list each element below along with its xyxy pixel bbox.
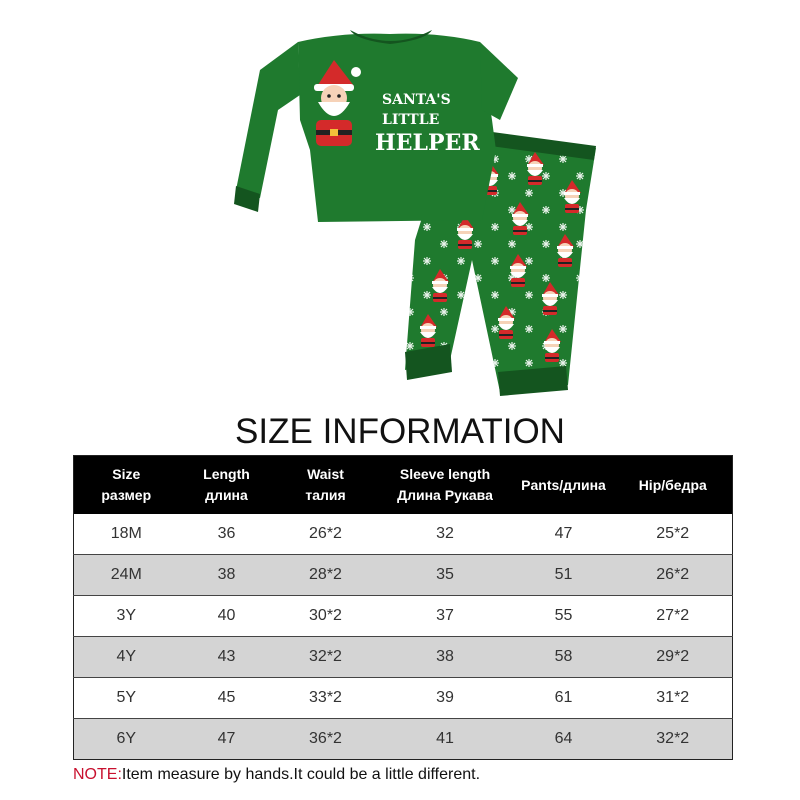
cell-hip: 29*2 — [614, 637, 733, 678]
cell-hip: 27*2 — [614, 596, 733, 637]
cell-waist: 28*2 — [275, 555, 377, 596]
size-table — [73, 455, 733, 760]
cell-pants: 58 — [514, 637, 614, 678]
table-row — [74, 596, 733, 637]
table-row — [74, 678, 733, 719]
cell-sleeve: 41 — [377, 719, 514, 760]
table-row — [74, 637, 733, 678]
cell-size: 4Y — [74, 637, 179, 678]
measurement-note — [73, 766, 480, 784]
svg-text:HELPER: HELPER — [375, 130, 480, 156]
cell-length: 47 — [179, 719, 275, 760]
cell-length: 38 — [179, 555, 275, 596]
cell-hip: 26*2 — [614, 555, 733, 596]
cell-pants: 61 — [514, 678, 614, 719]
cell-pants: 47 — [554, 525, 573, 542]
cell-length: 36 — [217, 525, 236, 542]
pajama-shirt — [234, 30, 518, 222]
cell-waist: 36*2 — [275, 719, 377, 760]
cell-waist: 32*2 — [275, 637, 377, 678]
cell-sleeve: 38 — [377, 637, 514, 678]
note-label: NOTE: — [73, 766, 122, 783]
cell-sleeve: 35 — [377, 555, 514, 596]
cell-pants: 55 — [514, 596, 614, 637]
table-row — [74, 514, 733, 555]
cell-pants: 51 — [514, 555, 614, 596]
cell-size: 5Y — [74, 678, 179, 719]
cell-size: 3Y — [74, 596, 179, 637]
cell-size: 6Y — [74, 719, 179, 760]
cell-length: 45 — [179, 678, 275, 719]
cell-size: 18M — [110, 525, 142, 542]
cell-size: 24M — [74, 555, 179, 596]
note-text: Item measure by hands.It could be a little different. — [121, 766, 481, 783]
header-pants: Pants/длина — [514, 456, 614, 515]
table-row — [74, 719, 733, 760]
header-waist: Waist талия — [275, 456, 377, 515]
cell-sleeve: 37 — [377, 596, 514, 637]
cell-hip: 32*2 — [614, 719, 733, 760]
cell-length: 40 — [179, 596, 275, 637]
header-sleeve-length: Sleeve length Длина Рукава — [377, 456, 514, 515]
cell-sleeve: 32 — [436, 525, 454, 542]
svg-text:SANTA'S: SANTA'S — [382, 92, 451, 108]
cell-hip: 31*2 — [614, 678, 733, 719]
svg-text:LITTLE: LITTLE — [382, 112, 440, 128]
size-table-header-row — [74, 456, 733, 515]
header-size: Size размер — [74, 456, 179, 515]
cell-pants: 64 — [514, 719, 614, 760]
cell-waist: 33*2 — [275, 678, 377, 719]
table-row — [74, 555, 733, 596]
cell-waist: 26*2 — [309, 525, 342, 542]
header-length: Length длина — [179, 456, 275, 515]
header-hip: Hip/бедра — [614, 456, 733, 515]
cell-hip: 25*2 — [656, 525, 690, 542]
size-information-title: SIZE INFORMATION — [235, 412, 565, 451]
cell-length: 43 — [179, 637, 275, 678]
pajama-product-image — [200, 0, 620, 410]
cell-sleeve: 39 — [377, 678, 514, 719]
cell-waist: 30*2 — [275, 596, 377, 637]
